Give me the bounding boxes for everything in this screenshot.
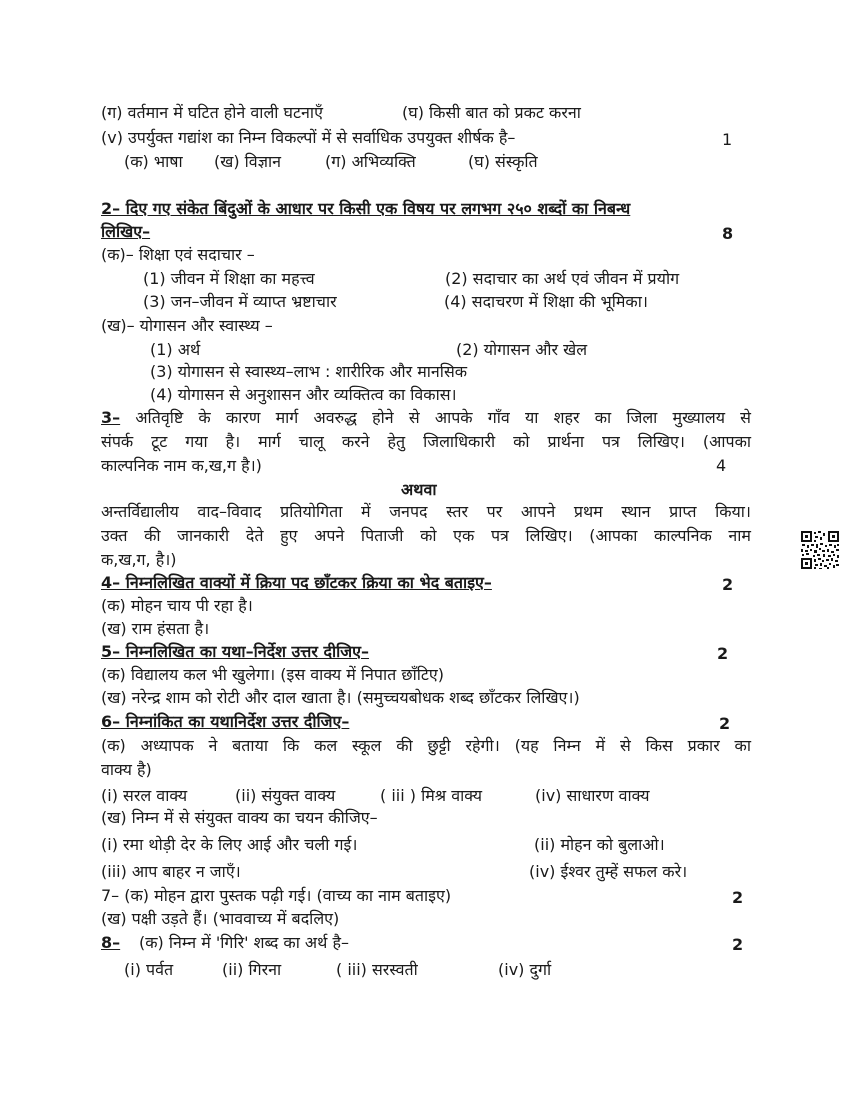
q6-a-line-1: (क) अध्यापक ने बताया कि कल स्कूल की छुट्टी रहेगी। (यह निम्न में से किस प्रकार का <box>101 736 751 755</box>
q3-alt-line-2: उक्त की जानकारी देते हुए अपने पिताजी को एक पत्र लिखिए। (आपका काल्पनिक नाम <box>101 526 751 545</box>
option-g: (ग) वर्तमान में घटित होने वाली घटनाएँ <box>101 103 323 122</box>
marks-v: 1 <box>722 130 733 149</box>
q8-option-1: (i) पर्वत <box>124 960 174 979</box>
q2-b-point-2: (2) योगासन और खेल <box>456 340 588 359</box>
q3-line-3: काल्पनिक नाम क,ख,ग है।) <box>101 456 262 475</box>
q4-heading: 4– निम्नलिखित वाक्यों में क्रिया पद छाँटकर क्रिया का भेद बताइए– <box>101 573 492 592</box>
q2-topic-a: (क)– शिक्षा एवं सदाचार – <box>101 245 255 264</box>
q6-b-option-3: (iii) आप बाहर न जाएँ। <box>101 862 241 881</box>
q6-a-option-4: (iv) साधारण वाक्य <box>535 786 650 805</box>
q6-b-option-1: (i) रमा थोड़ी देर के लिए आई और चली गई। <box>101 835 358 854</box>
q8-number: 8– <box>101 933 121 952</box>
v-option-4: (घ) संस्कृति <box>468 152 538 171</box>
v-option-1: (क) भाषा <box>124 152 183 171</box>
q4-item-b: (ख) राम हंसता है। <box>101 619 210 638</box>
q3-line-2: संपर्क टूट गया है। मार्ग चालू करने हेतु जिलाधिकारी को प्रार्थना पत्र लिखिए। (आपका <box>101 432 751 451</box>
q2-marks: 8 <box>722 224 734 243</box>
q8-option-4: (iv) दुर्गा <box>498 960 552 979</box>
q2-b-point-4: (4) योगासन से अनुशासन और व्यक्तित्व का विकास। <box>150 385 457 404</box>
qr-code <box>800 530 840 570</box>
q8-option-2: (ii) गिरना <box>222 960 282 979</box>
q2-b-point-1: (1) अर्थ <box>150 340 201 359</box>
v-option-3: (ग) अभिव्यक्ति <box>325 152 416 171</box>
q2-a-point-4: (4) सदाचरण में शिक्षा की भूमिका। <box>444 292 648 311</box>
v-option-2: (ख) विज्ञान <box>214 152 281 171</box>
q6-a-option-2: (ii) संयुक्त वाक्य <box>235 786 336 805</box>
question-v: (v) उपर्युक्त गद्यांश का निम्न विकल्पों में से सर्वाधिक उपयुक्त शीर्षक है– <box>101 128 516 147</box>
q6-a-option-1: (i) सरल वाक्य <box>101 786 188 805</box>
q6-heading: 6– निम्नांकित का यथानिर्देश उत्तर दीजिए– <box>101 712 350 731</box>
q2-heading-1: 2– दिए गए संकेत बिंदुओं के आधार पर किसी एक विषय पर लगभग २५० शब्दों का निबन्ध <box>101 199 631 218</box>
q8-option-3: ( iii) सरस्वती <box>336 960 418 979</box>
q3-marks: 4 <box>716 456 727 475</box>
q8-line: (क) निम्न में 'गिरि' शब्द का अर्थ है– <box>139 933 349 952</box>
q3-alt-body <box>101 500 751 572</box>
q8-marks: 2 <box>732 935 744 954</box>
q3-alt-line-3: क,ख,ग, है।) <box>101 550 177 569</box>
q2-b-point-3: (3) योगासन से स्वास्थ्य–लाभ : शारीरिक और मानसिक <box>150 362 468 381</box>
or-label: अथवा <box>401 480 437 499</box>
q6-marks: 2 <box>719 714 731 733</box>
q3-line-1: 3– अतिवृष्टि के कारण मार्ग अवरुद्ध होने से आपके गाँव या शहर का जिला मुख्यालय से <box>101 408 751 427</box>
q6-a-body <box>101 734 751 782</box>
q3-alt-line-1: अन्तर्विद्यालीय वाद–विवाद प्रतियोगिता में जनपद स्तर पर आपने प्रथम स्थान प्राप्त किया। <box>101 502 751 521</box>
q2-a-point-1: (1) जीवन में शिक्षा का महत्त्व <box>143 269 315 288</box>
q7-line-a: 7– (क) मोहन द्वारा पुस्तक पढ़ी गई। (वाच्य का नाम बताइए) <box>101 886 452 905</box>
q4-marks: 2 <box>722 575 734 594</box>
q2-a-point-2: (2) सदाचार का अर्थ एवं जीवन में प्रयोग <box>445 269 680 288</box>
q6-b-option-4: (iv) ईश्वर तुम्हें सफल करे। <box>529 862 688 881</box>
q7-line-b: (ख) पक्षी उड़ते हैं। (भाववाच्य में बदलिए) <box>101 909 340 928</box>
q2-topic-b: (ख)– योगासन और स्वास्थ्य – <box>101 316 273 335</box>
q2-heading-2: लिखिए– <box>101 222 151 241</box>
q5-heading: 5– निम्नलिखित का यथा–निर्देश उत्तर दीजिए– <box>101 642 369 661</box>
q5-marks: 2 <box>717 644 729 663</box>
q6-a-line-2: वाक्य है) <box>101 760 152 779</box>
q3-body <box>101 406 751 478</box>
q6-b-line: (ख) निम्न में से संयुक्त वाक्य का चयन कीजिए– <box>101 808 378 827</box>
q5-item-a: (क) विद्यालय कल भी खुलेगा। (इस वाक्य में निपात छाँटिए) <box>101 665 445 684</box>
q2-a-point-3: (3) जन–जीवन में व्याप्त भ्रष्टाचार <box>143 292 337 311</box>
q6-b-option-2: (ii) मोहन को बुलाओ। <box>534 835 665 854</box>
q6-a-option-3: ( iii ) मिश्र वाक्य <box>380 786 483 805</box>
q7-marks: 2 <box>732 888 744 907</box>
q4-item-a: (क) मोहन चाय पी रहा है। <box>101 596 253 615</box>
q5-item-b: (ख) नरेन्द्र शाम को रोटी और दाल खाता है। (समुच्चयबोधक शब्द छाँटकर लिखिए।) <box>101 688 580 707</box>
option-gh: (घ) किसी बात को प्रकट करना <box>402 103 581 122</box>
